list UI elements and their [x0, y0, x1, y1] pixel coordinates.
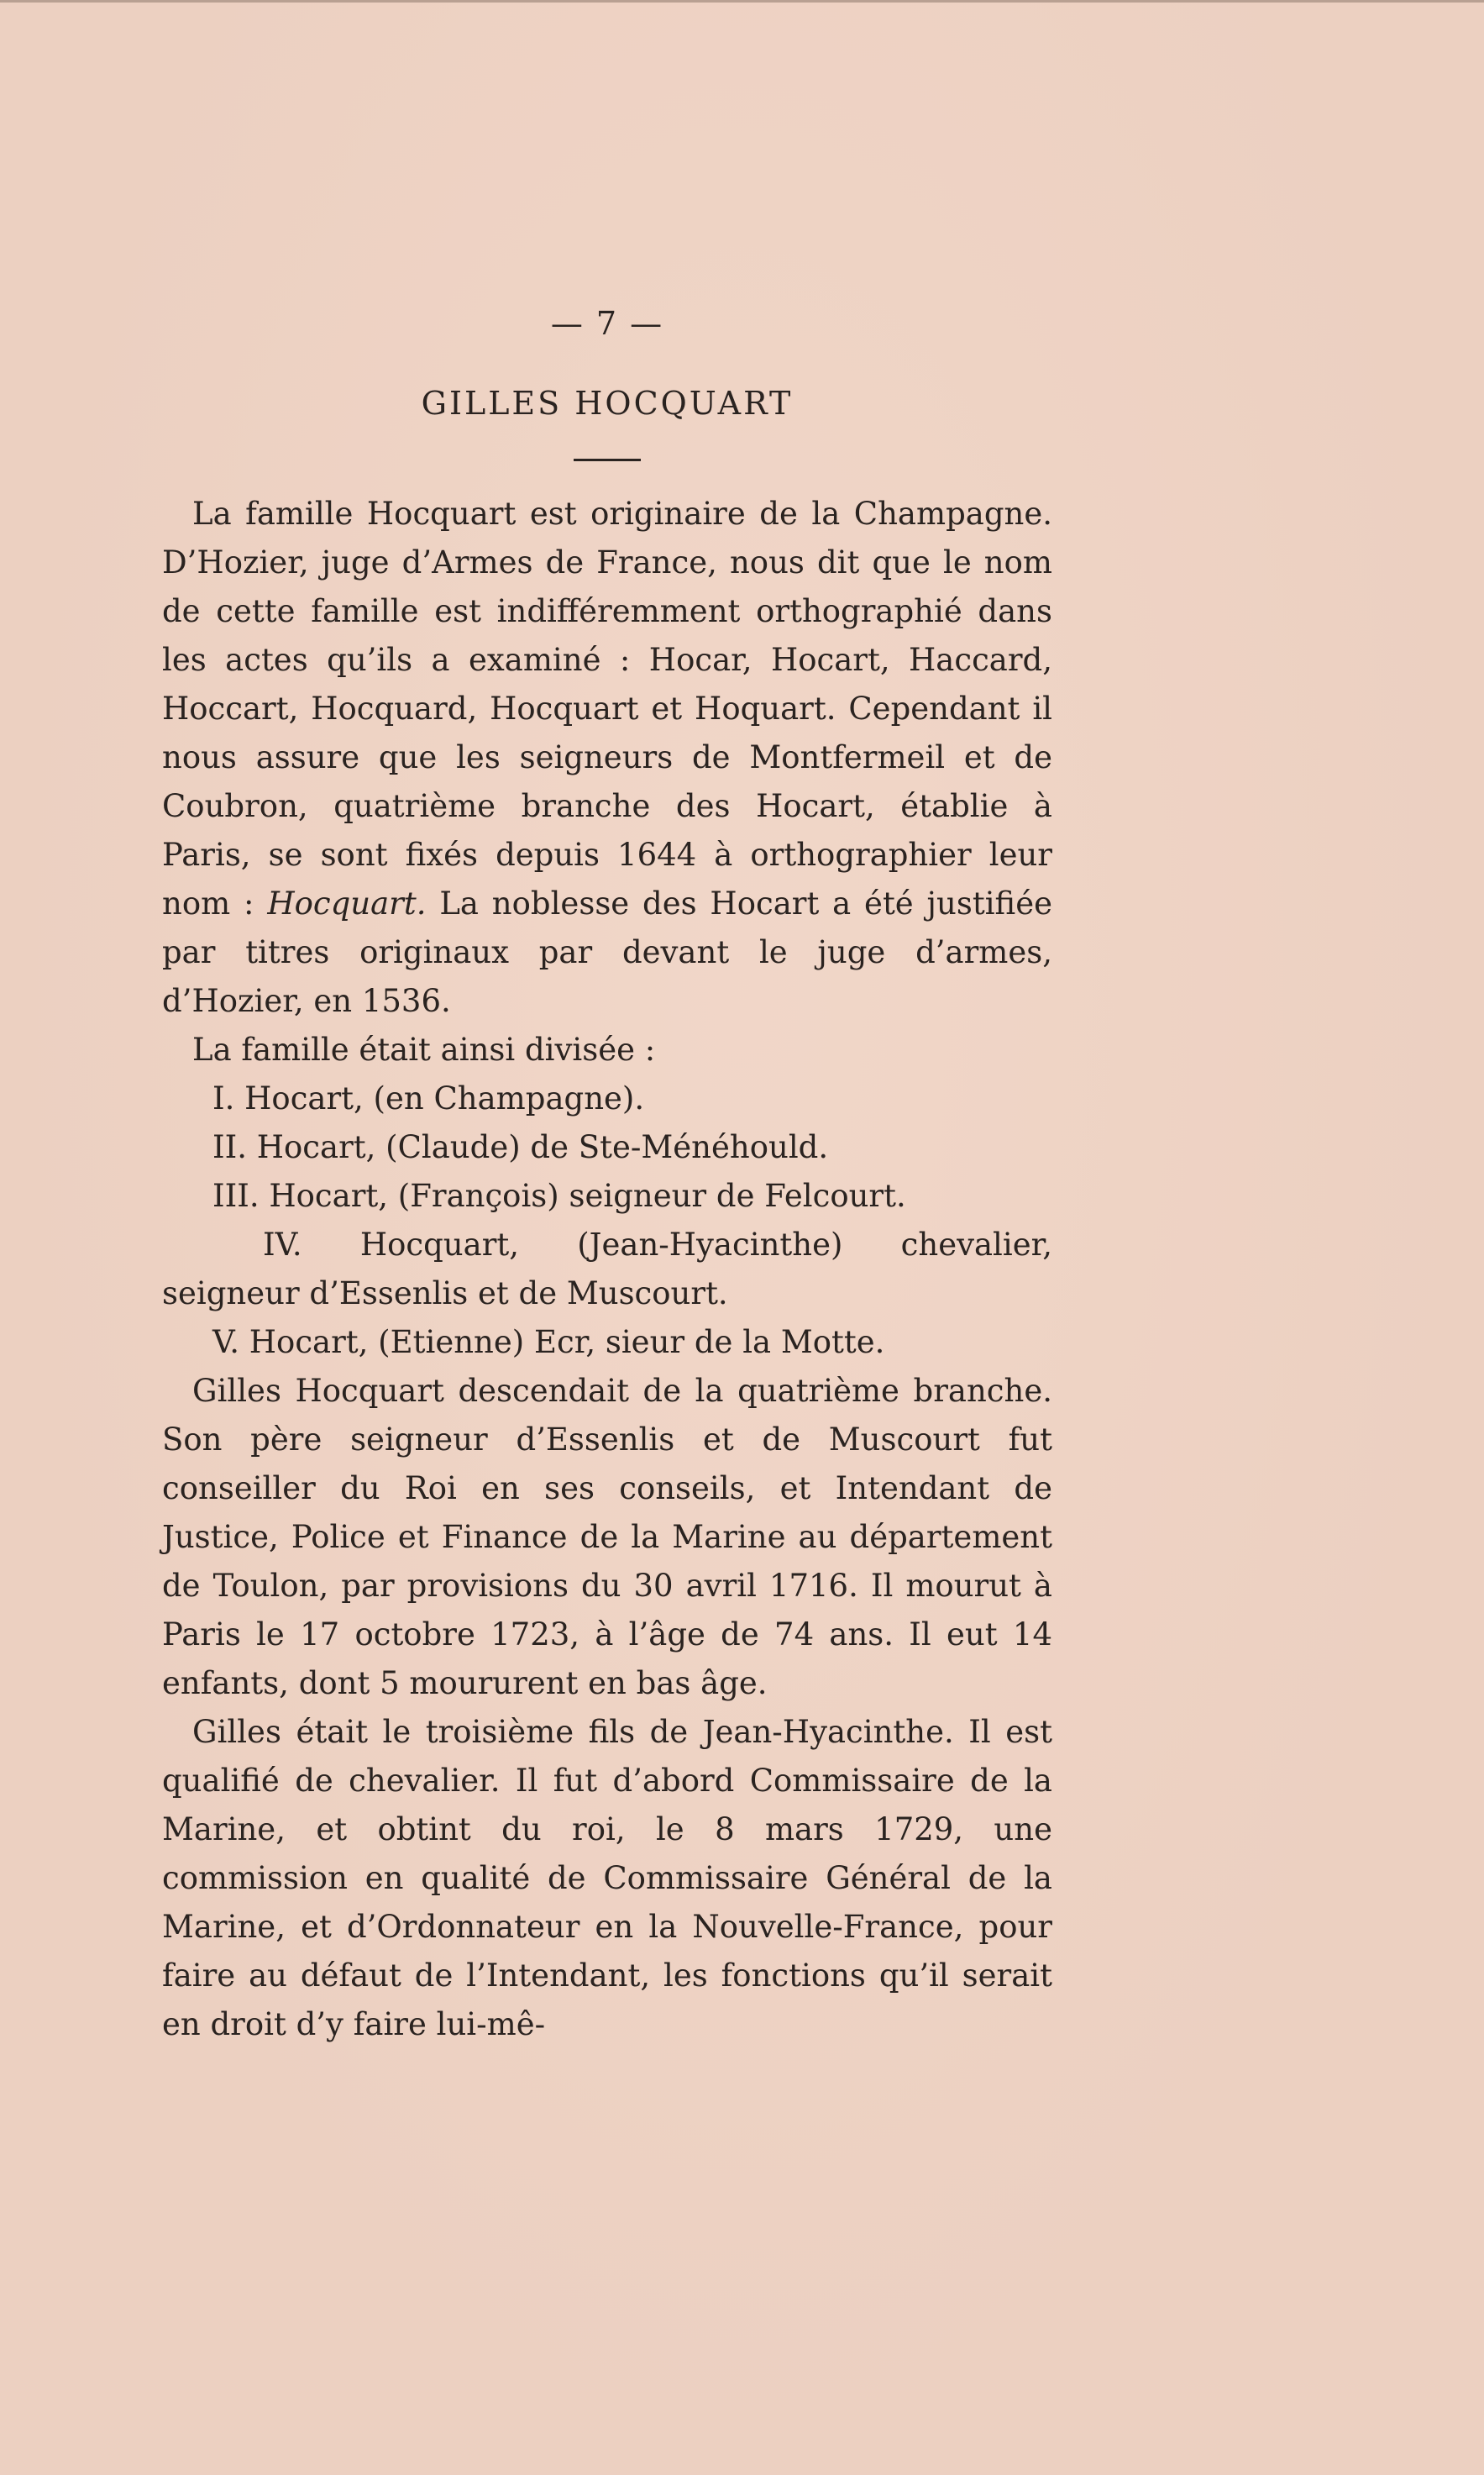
chapter-title: GILLES HOCQUART — [421, 385, 794, 422]
paragraph-origin-text: La famille Hocquart est originaire de la Champagne. D’Hozier, juge d’Armes de France, nous dit que le nom de cette famille est indifféremment orthographié dans les actes qu’ils a examiné : Hocar, Hocart, Haccard, Hoccart, Hocquard, Hocquart et Hoquart. Cependant il nous assure que les seigneurs de Montfermeil et de Coubron, quatrième branche des Hocart, établie à Paris, se sont fixés depuis 1644 à orthographier leur nom : — [162, 496, 1052, 922]
branch-number: III. — [212, 1178, 260, 1214]
branch-text: Hocquart, (Jean-Hyacinthe) chevalier, seigneur d’Essenlis et de Muscourt. — [162, 1227, 1052, 1311]
branch-number: II. — [212, 1129, 247, 1165]
branch-item — [162, 1318, 1052, 1367]
title-rule — [574, 459, 641, 461]
page-number: — 7 — — [550, 305, 664, 342]
paragraph-nobility-text: La noblesse des Hocart a été justifiée par titres originaux par devant le juge d’armes, d’Hozier, en 1536. — [162, 885, 1053, 1019]
text-block — [162, 294, 1052, 2049]
division-intro: La famille était ainsi divisée : — [192, 1032, 656, 1068]
branch-number: I. — [212, 1080, 235, 1117]
branch-number: V. — [212, 1324, 240, 1360]
branch-item — [162, 1123, 1052, 1172]
surname-italic: Hocquart. — [267, 885, 427, 922]
branch-number: IV. — [263, 1227, 302, 1263]
branch-list — [162, 1075, 1052, 1367]
branch-text: Hocart, (Etienne) Ecr, sieur de la Motte. — [249, 1324, 885, 1360]
branch-item — [162, 1075, 1052, 1123]
branch-item — [162, 1172, 1052, 1221]
paragraph-origin — [162, 490, 1052, 1026]
paragraph-gilles: Gilles était le troisième fils de Jean-Hyacinthe. Il est qualifié de chevalier. Il fut d’abord Commissaire de la Marine, et obtint du roi, le 8 mars 1729, une commission en qualité de Commissaire Général de la Marine, et d’Ordonnateur en la Nouvelle-France, pour faire au défaut de l’Intendant, les fonctions qu’il serait en droit d’y faire lui-mê- — [162, 1714, 1052, 2042]
paragraph-father: Gilles Hocquart descendait de la quatrième branche. Son père seigneur d’Essenlis et de Muscourt fut conseiller du Roi en ses conseils, et Intendant de Justice, Police et Finance de la Marine au département de Toulon, par provisions du 30 avril 1716. Il mourut à Paris le 17 octobre 1723, à l’âge de 74 ans. Il eut 14 enfants, dont 5 moururent en bas âge. — [162, 1373, 1052, 1701]
branch-text: Hocart, (en Champagne). — [244, 1080, 645, 1117]
branch-item — [162, 1221, 1052, 1318]
page-top-edge — [0, 0, 1484, 3]
branch-text: Hocart, (Claude) de Ste-Ménéhould. — [256, 1129, 829, 1165]
branch-text: Hocart, (François) seigneur de Felcourt. — [269, 1178, 906, 1214]
